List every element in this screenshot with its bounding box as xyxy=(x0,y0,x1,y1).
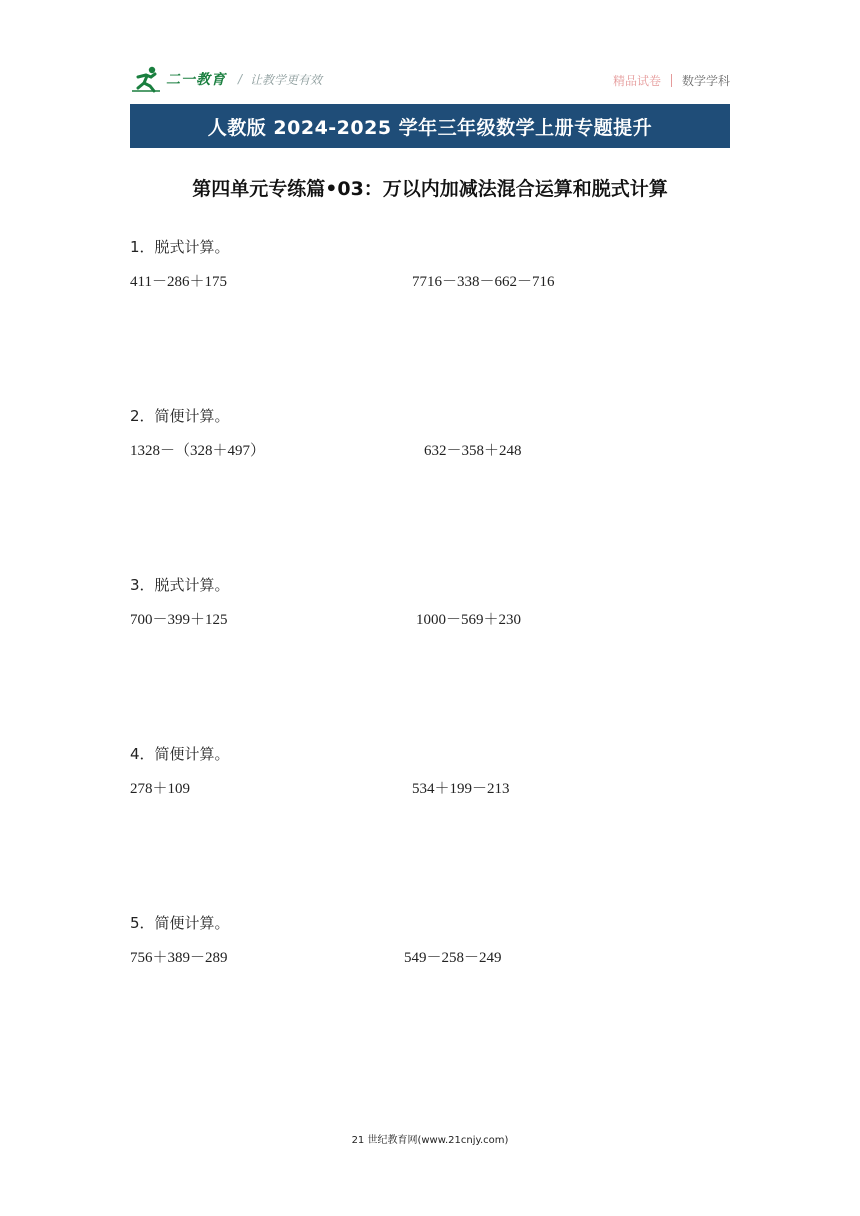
banner-title: 人教版 2024-2025 学年三年级数学上册专题提升 xyxy=(207,116,653,139)
expression-right: 1000－569＋230 xyxy=(416,612,522,628)
premium-paper-label: 精品试卷 xyxy=(612,74,661,88)
question-title: 5．简便计算。 xyxy=(130,914,230,932)
expression-left: 278＋109 xyxy=(130,781,191,797)
expression-left: 756＋389－289 xyxy=(130,950,228,966)
slogan: 让教学更有效 xyxy=(250,72,323,87)
expression-right: 7716－338－662－716 xyxy=(412,274,555,290)
expression-left: 700－399＋125 xyxy=(130,612,228,628)
expression-left: 1328－（328＋497） xyxy=(130,443,266,459)
expression-right: 534＋199－213 xyxy=(412,781,510,797)
question-title: 2．简便计算。 xyxy=(130,407,230,425)
page-subtitle: 第四单元专练篇•03：万以内加减法混合运算和脱式计算 xyxy=(192,178,668,200)
header-right xyxy=(613,72,730,89)
slogan-separator: / xyxy=(238,72,243,86)
page-header xyxy=(130,64,730,98)
page-footer: 21 世纪教育网(www.21cnjy.com) xyxy=(351,1135,509,1146)
expression-right: 632－358＋248 xyxy=(424,443,522,459)
header-divider xyxy=(671,74,672,87)
runner-logo-icon xyxy=(130,65,164,93)
logo xyxy=(130,64,322,94)
title-banner xyxy=(130,104,730,148)
question-title: 1．脱式计算。 xyxy=(130,238,230,256)
expression-left: 411－286＋175 xyxy=(130,274,227,290)
logo-text: 二一教育 xyxy=(166,72,226,88)
subject-label: 数学学科 xyxy=(681,74,730,88)
question-title: 4．简便计算。 xyxy=(130,745,230,763)
expression-right: 549－258－249 xyxy=(404,950,502,966)
question-title: 3．脱式计算。 xyxy=(130,576,230,594)
